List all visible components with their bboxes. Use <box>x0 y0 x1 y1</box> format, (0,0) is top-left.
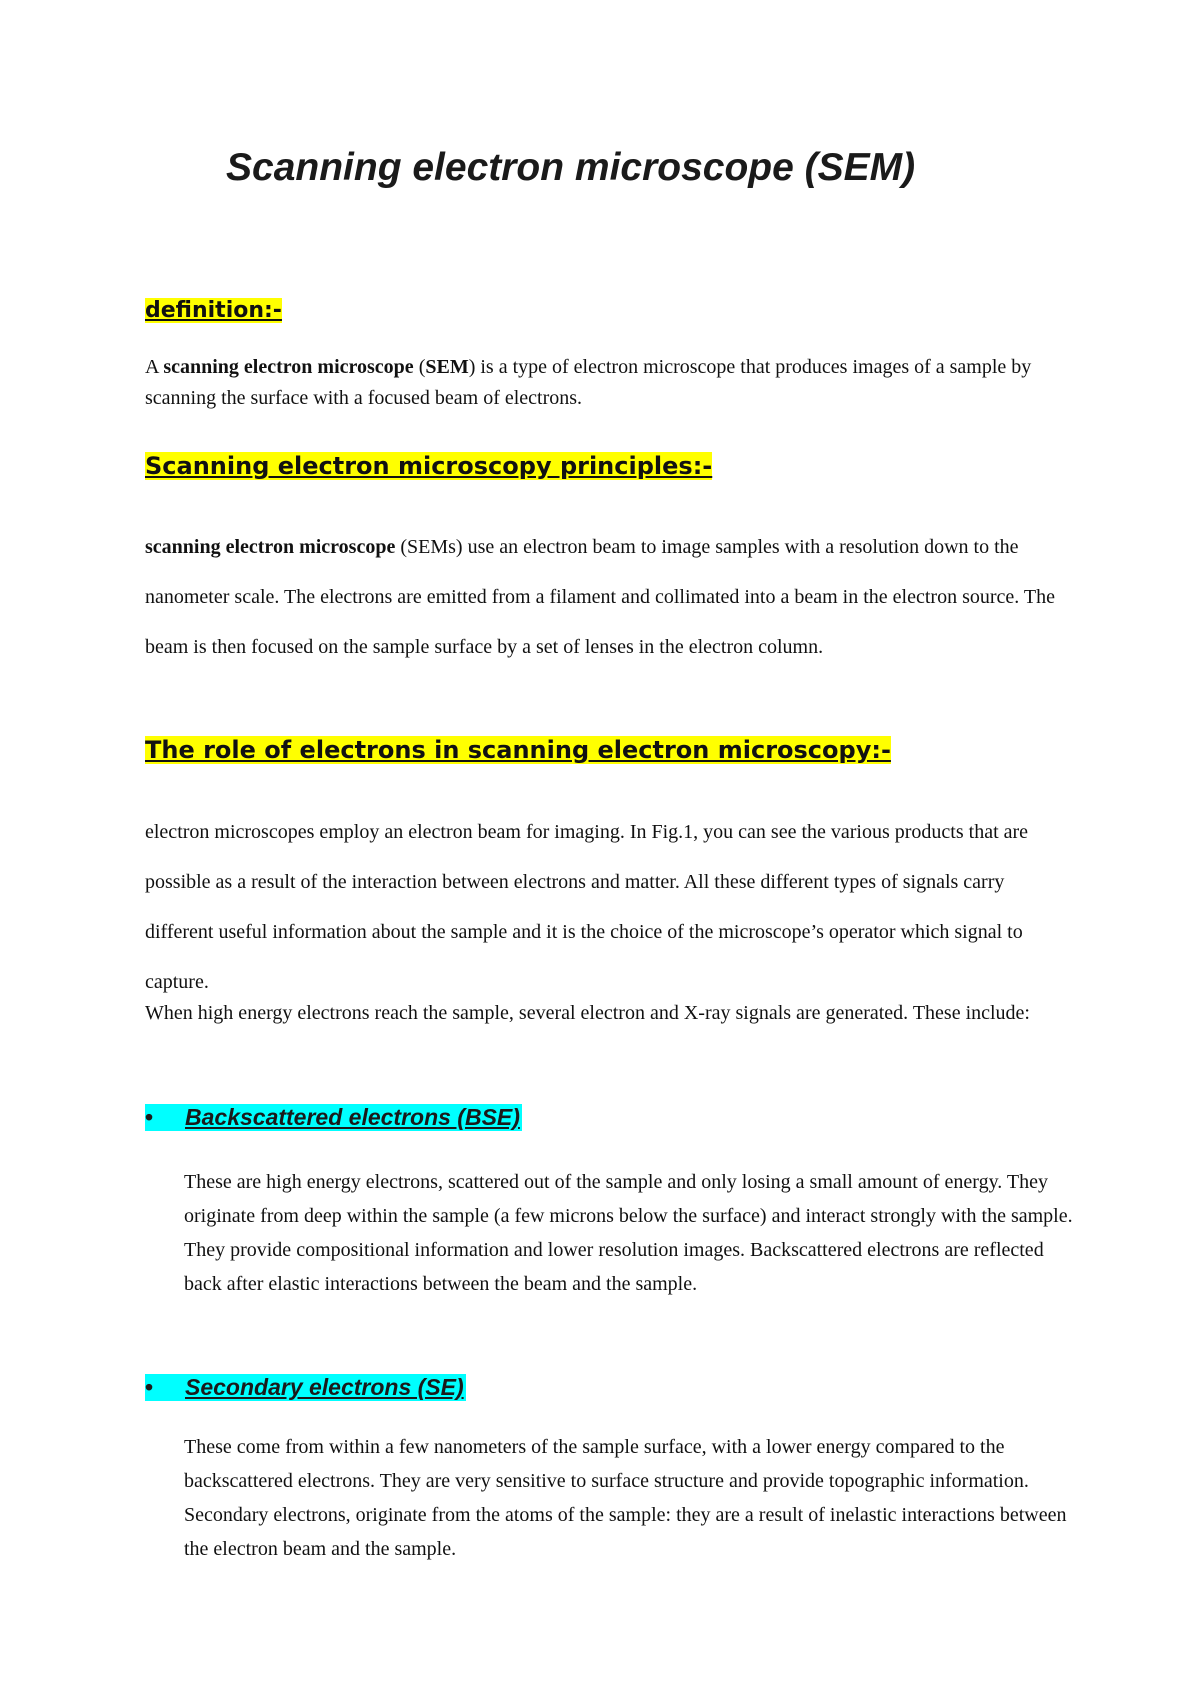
definition-text-mid: ( <box>413 356 426 378</box>
se-heading <box>145 1374 466 1401</box>
definition-paragraph <box>145 352 1075 414</box>
bullet-icon: • <box>145 1104 154 1130</box>
principles-paragraph <box>145 522 1075 672</box>
bse-heading <box>145 1104 522 1131</box>
principles-term-bold: scanning electron microscope <box>145 536 396 558</box>
se-paragraph: These come from within a few nanometers of the sample surface, with a lower energy compared to the backscattered electrons. They are very sensitive to surface structure and provide topographic information. Secondary electrons, originate from the atoms of the sample: they are a result of inelastic interactions between the electron beam and the sample. <box>184 1436 1067 1560</box>
principles-text: (SEMs) use an electron beam to image samples with a resolution down to the nanometer scale. The electrons are emitted from a filament and collimated into a beam in the electron source. The beam is then focused on the sample surface by a set of lenses in the electron column. <box>145 536 1055 658</box>
role-paragraph: electron microscopes employ an electron beam for imaging. In Fig.1, you can see the various products that are possible as a result of the interaction between electrons and matter. All these different types of signals carry different useful information about the sample and it is the choice of the microscope’s operator which signal to capture. <box>145 821 1029 993</box>
definition-abbr-bold: SEM <box>425 356 469 378</box>
principles-heading: Scanning electron microscopy principles:- <box>145 452 713 480</box>
role-heading: The role of electrons in scanning electron microscopy:- <box>145 736 891 764</box>
bse-paragraph: These are high energy electrons, scattered out of the sample and only losing a small amount of energy. They originate from deep within the sample (a few microns below the surface) and interact strongly with the sample. They provide compositional information and lower resolution images. Backscattered electrons are reflected back after elastic interactions between the beam and the sample. <box>184 1171 1073 1295</box>
definition-term-bold: scanning electron microscope <box>163 356 414 378</box>
definition-text-a: A <box>145 356 164 378</box>
signals-intro-paragraph: When high energy electrons reach the sample, several electron and X-ray signals are generated. These include: <box>145 1002 1030 1024</box>
bse-heading-text: Backscattered electrons (BSE) <box>185 1104 520 1130</box>
definition-text-rest: ) is a type of electron microscope that produces images of a sample by scanning the surface with a focused beam of electrons. <box>145 356 1032 409</box>
bullet-icon: • <box>145 1374 154 1400</box>
document-title: Scanning electron microscope (SEM) <box>226 146 916 189</box>
definition-heading: definition:- <box>145 298 282 323</box>
se-heading-text: Secondary electrons (SE) <box>185 1374 464 1400</box>
